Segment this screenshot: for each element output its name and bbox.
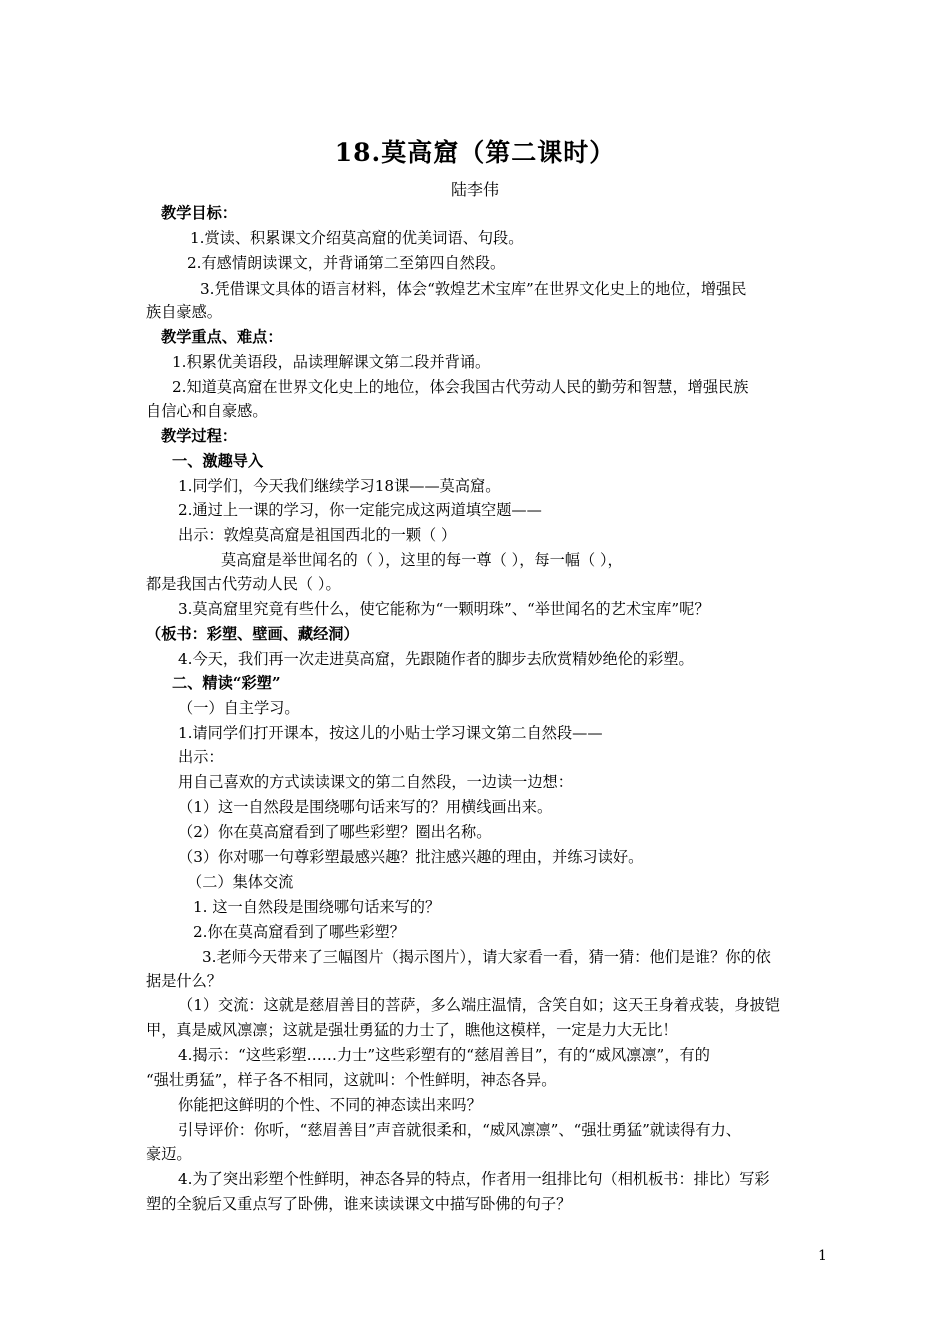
paragraph: 用自己喜欢的方式读读课文的第二自然段，一边读一边想： [178, 773, 573, 791]
list-item: （1）这一自然段是围绕哪句话来写的？用横线画出来。 [178, 798, 553, 816]
subsection-heading: （二）集体交流 [187, 873, 294, 891]
paragraph: 你能把这鲜明的个性、不同的神态读出来吗？ [178, 1096, 482, 1114]
list-item: 1. 这一自然段是围绕哪句话来写的？ [193, 898, 441, 916]
paragraph: 引导评价：你听，“慈眉善目”声音就很柔和，“威风凛凛”、“强壮勇猛”就读得有力、 [178, 1121, 741, 1139]
subsection-heading: （一）自主学习。 [178, 699, 300, 717]
blackboard-note: （板书：彩塑、壁画、藏经洞） [146, 625, 359, 643]
paragraph: 都是我国古代劳动人民（ ）。 [146, 575, 341, 593]
list-item: （3）你对哪一句尊彩塑最感兴趣？批注感兴趣的理由，并练习读好。 [178, 848, 644, 866]
paragraph: 出示： [178, 748, 224, 766]
paragraph: 塑的全貌后又重点写了卧佛，谁来读读课文中描写卧佛的句子？ [146, 1195, 572, 1213]
paragraph: （1）交流：这就是慈眉善目的菩萨，多么端庄温情，含笑自如；这天王身着戎装，身披铠 [178, 996, 780, 1014]
paragraph: 1.同学们，今天我们继续学习18课——莫高窟。 [178, 477, 501, 495]
page-number: 1 [818, 1248, 827, 1264]
objective-1: 1.赏读、积累课文介绍莫高窟的优美词语、句段。 [190, 229, 524, 247]
section-1-heading: 一、激趣导入 [172, 452, 264, 470]
author-name: 陆李伟 [450, 180, 499, 199]
paragraph: 3.莫高窟里究竟有些什么，使它能称为“一颗明珠”、“举世闻名的艺术宝库”呢？ [178, 600, 710, 618]
section-2-heading: 二、精读“彩塑” [172, 674, 281, 692]
paragraph: “强壮勇猛”，样子各不相同，这就叫：个性鲜明，神态各异。 [146, 1071, 557, 1089]
paragraph: 4.今天，我们再一次走进莫高窟，先跟随作者的脚步去欣赏精妙绝伦的彩塑。 [178, 650, 694, 668]
paragraph: 2.通过上一课的学习，你一定能完成这两道填空题—— [178, 501, 542, 519]
list-item: 3.老师今天带来了三幅图片（揭示图片），请大家看一看，猜一猜：他们是谁？你的依 [202, 948, 771, 966]
list-item: （2）你在莫高窟看到了哪些彩塑？圈出名称。 [178, 823, 492, 841]
paragraph: 出示：敦煌莫高窟是祖国西北的一颗（ ） [178, 526, 457, 544]
paragraph: 甲，真是威风凛凛；这就是强壮勇猛的力士了，瞧他这模样，一定是力大无比！ [146, 1021, 678, 1039]
paragraph: 4.为了突出彩塑个性鲜明，神态各异的特点，作者用一组排比句（相机板书：排比）写彩 [178, 1170, 770, 1188]
heading-key-points: 教学重点、难点： [161, 328, 283, 346]
paragraph: 莫高窟是举世闻名的（ ），这里的每一尊（ ），每一幅（ ）， [221, 551, 623, 569]
heading-objectives: 教学目标： [161, 204, 237, 222]
objective-3: 3.凭借课文具体的语言材料，体会“敦煌艺术宝库”在世界文化史上的地位，增强民 [200, 280, 747, 298]
objective-3-cont: 族自豪感。 [146, 303, 222, 321]
key-point-2-cont: 自信心和自豪感。 [146, 402, 268, 420]
paragraph: 1.请同学们打开课本，按这儿的小贴士学习课文第二自然段—— [178, 724, 603, 742]
page-title: 18.莫高窟（第二课时） [334, 138, 616, 167]
paragraph: 据是什么？ [146, 972, 222, 990]
paragraph: 豪迈。 [146, 1145, 192, 1163]
objective-2: 2.有感情朗读课文，并背诵第二至第四自然段。 [187, 254, 506, 272]
key-point-2: 2.知道莫高窟在世界文化史上的地位，体会我国古代劳动人民的勤劳和智慧，增强民族 [172, 378, 749, 396]
list-item: 2.你在莫高窟看到了哪些彩塑？ [193, 923, 405, 941]
key-point-1: 1.积累优美语段，品读理解课文第二段并背诵。 [172, 353, 491, 371]
paragraph: 4.揭示：“这些彩塑……力士”这些彩塑有的“慈眉善目”，有的“威风凛凛”，有的 [178, 1046, 710, 1064]
heading-process: 教学过程： [161, 427, 237, 445]
